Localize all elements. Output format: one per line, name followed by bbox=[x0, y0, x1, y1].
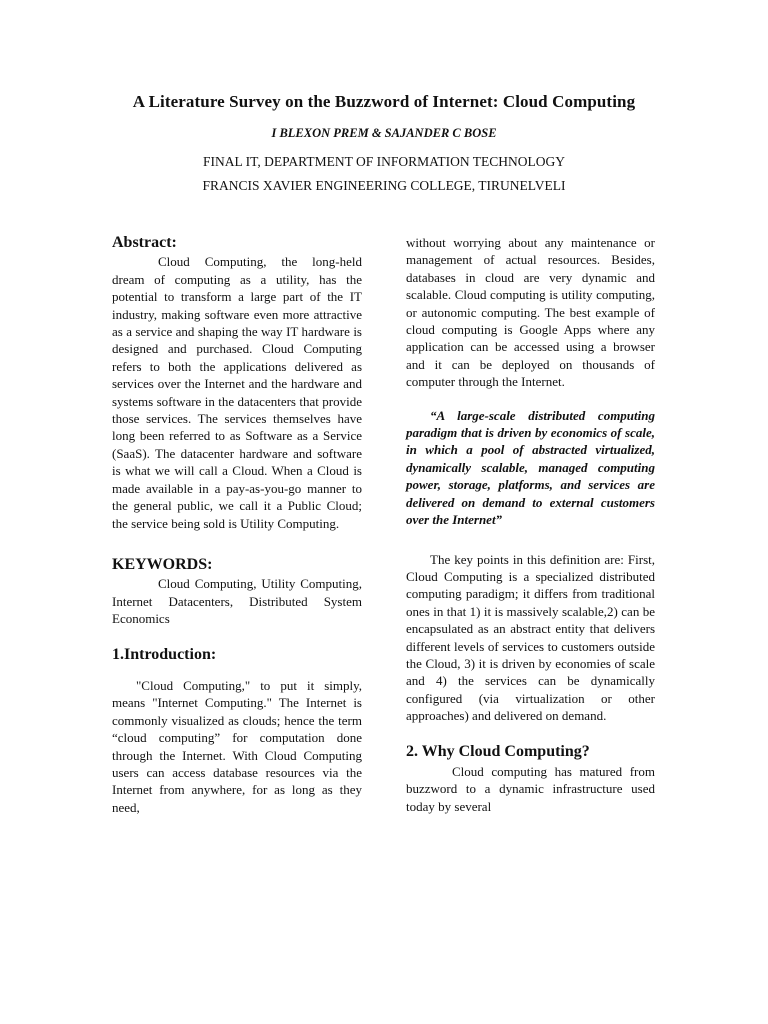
right-column bbox=[406, 234, 655, 815]
definition-quote: “A large-scale distributed computing paradigm that is driven by economics of scale, in which a pool of abstracted virtualized, dynamically scalable, managed computing power, storage, platforms, and services are delivered on demand to external customers over the Internet” bbox=[406, 407, 655, 528]
introduction-continuation: without worrying about any maintenance or management of actual resources. Besides, databases in cloud are very dynamic and scalable. Cloud computing is utility computing, or autonomic computing. The best example of cloud computing is Google Apps where any application can be accessed using a browser and it can be deployed on thousands of computer through the Internet. bbox=[406, 235, 655, 390]
abstract-heading: Abstract: bbox=[112, 234, 177, 251]
affiliation-college: FRANCIS XAVIER ENGINEERING COLLEGE, TIRUNELVELI bbox=[202, 178, 566, 193]
key-points-text: The key points in this definition are: First, Cloud Computing is a specialized distributed computing paradigm; it differs from traditional ones in that 1) it is massively scalable,2) can be encapsulated as an abstract entity that delivers different levels of services to customers outside the Cloud, 3) it is driven by economies of scale and 4) the services can be dynamically configured (via virtualization or other approaches) and delivered on demand. bbox=[406, 551, 655, 724]
keywords-text: Cloud Computing, Utility Computing, Internet Datacenters, Distributed System Economics bbox=[112, 576, 362, 627]
introduction-heading: 1.Introduction: bbox=[112, 645, 217, 663]
why-cloud-text: Cloud computing has matured from buzzword to a dynamic infrastructure used today by several bbox=[406, 763, 655, 814]
left-column bbox=[112, 234, 362, 816]
abstract-text: Cloud Computing, the long-held dream of computing as a utility, has the potential to transform a large part of the IT industry, making software even more attractive as a service and shaping the way IT hardware is designed and purchased. Cloud Computing refers to both the applications delivered as services over the Internet and the hardware and systems software in the datacenters that provide those services. The services themselves have long been referred to as Software as a Service (SaaS). The datacenter hardware and software is what we will call a Cloud. When a Cloud is made available in a pay-as-you-go manner to the general public, we call it a Public Cloud; the service being sold is Utility Computing. bbox=[112, 254, 362, 531]
affiliation-department: FINAL IT, DEPARTMENT OF INFORMATION TECHNOLOGY bbox=[203, 154, 565, 169]
keywords-heading: KEYWORDS: bbox=[112, 555, 213, 573]
introduction-text: "Cloud Computing," to put it simply, means "Internet Computing." The Internet is commonly visualized as clouds; hence the term “cloud computing” for computation done through the Internet. With Cloud Computing users can access database resources via the Internet from anywhere, for as long as they need, bbox=[112, 677, 362, 815]
paper-authors: I BLEXON PREM & SAJANDER C BOSE bbox=[271, 126, 497, 140]
why-cloud-heading: 2. Why Cloud Computing? bbox=[406, 742, 590, 760]
paper-title: A Literature Survey on the Buzzword of Internet: Cloud Computing bbox=[132, 92, 636, 111]
